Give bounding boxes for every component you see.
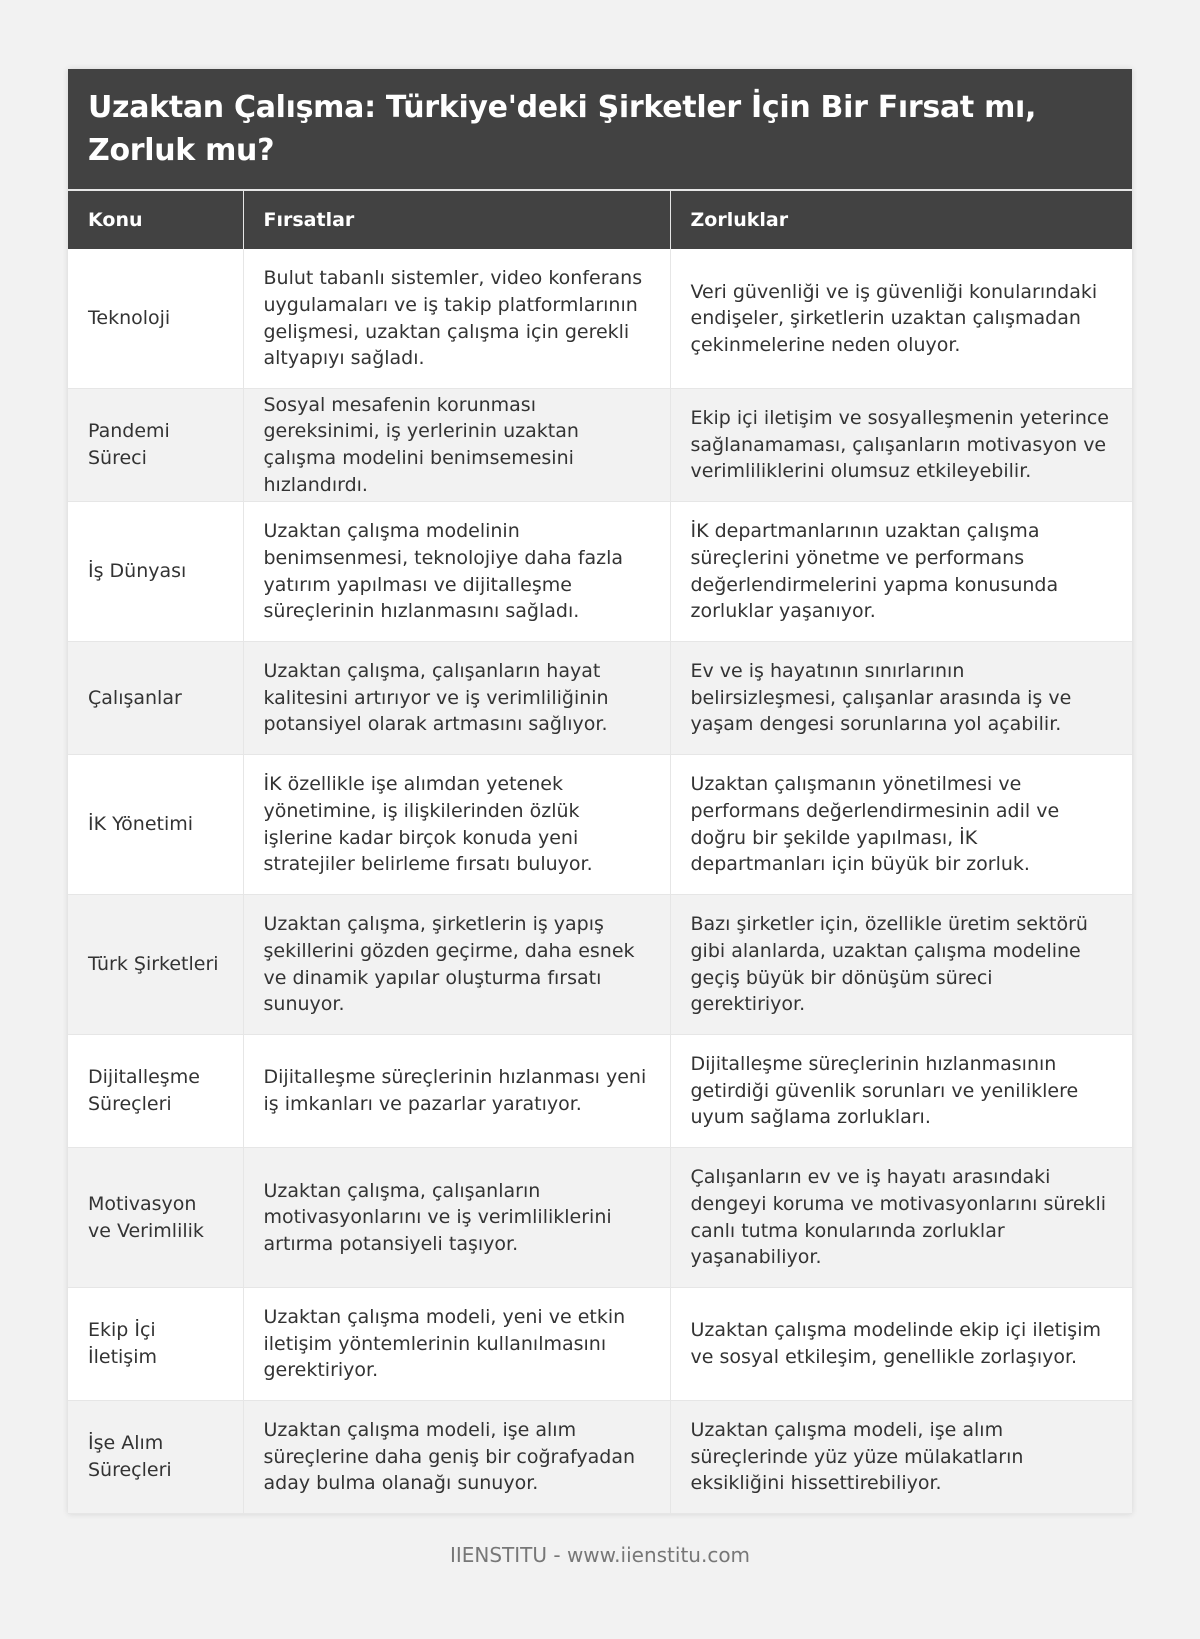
column-header-challenges: Zorluklar — [670, 191, 1132, 249]
challenge-cell: Dijitalleşme süreçlerinin hızlanmasının getirdiği güvenlik sorunları ve yeniliklere uyum sağlama zorlukları. — [670, 1035, 1132, 1148]
title-bar — [68, 69, 1132, 191]
column-header-opportunities: Fırsatlar — [243, 191, 670, 249]
table-row — [68, 389, 1132, 502]
challenge-cell: Ev ve iş hayatının sınırlarının belirsizleşmesi, çalışanlar arasında iş ve yaşam dengesi sorunlarına yol açabilir. — [670, 642, 1132, 755]
challenge-cell: Veri güvenliği ve iş güvenliği konularındaki endişeler, şirketlerin uzaktan çalışmadan çekinmelerine neden oluyor. — [670, 249, 1132, 389]
table-row — [68, 249, 1132, 389]
table-row — [68, 1148, 1132, 1288]
topic-cell: Türk Şirketleri — [68, 895, 243, 1035]
table-row — [68, 1401, 1132, 1514]
challenge-cell: Bazı şirketler için, özellikle üretim sektörü gibi alanlarda, uzaktan çalışma modeline geçiş büyük bir dönüşüm süreci gerektiriyor. — [670, 895, 1132, 1035]
topic-cell: Dijitalleşme Süreçleri — [68, 1035, 243, 1148]
topic-cell: Ekip İçi İletişim — [68, 1288, 243, 1401]
opportunity-cell: Uzaktan çalışma, çalışanların hayat kalitesini artırıyor ve iş verimliliğinin potansiyel olarak artmasını sağlıyor. — [243, 642, 670, 755]
footer-credit: IIENSTITU - www.iienstitu.com — [449, 1543, 751, 1567]
topic-cell: İK Yönetimi — [68, 755, 243, 895]
topic-cell: Çalışanlar — [68, 642, 243, 755]
challenge-cell: Uzaktan çalışma modeli, işe alım süreçlerinde yüz yüze mülakatların eksikliğini hissettirebiliyor. — [670, 1401, 1132, 1514]
table-row — [68, 755, 1132, 895]
column-header-topic: Konu — [68, 191, 243, 249]
challenge-cell: Çalışanların ev ve iş hayatı arasındaki dengeyi koruma ve motivasyonlarını sürekli canlı tutma konularında zorluklar yaşanabiliyor. — [670, 1148, 1132, 1288]
table-row — [68, 895, 1132, 1035]
table-row — [68, 642, 1132, 755]
opportunity-cell: İK özellikle işe alımdan yetenek yönetimine, iş ilişkilerinden özlük işlerine kadar birçok konuda yeni stratejiler belirleme fırsatı buluyor. — [243, 755, 670, 895]
table-header — [68, 191, 1132, 249]
opportunity-cell: Uzaktan çalışma, şirketlerin iş yapış şekillerini gözden geçirme, daha esnek ve dinamik yapılar oluşturma fırsatı sunuyor. — [243, 895, 670, 1035]
table-row — [68, 1288, 1132, 1401]
data-table — [68, 191, 1132, 1514]
page-title: Uzaktan Çalışma: Türkiye'deki Şirketler İçin Bir Fırsat mı, Zorluk mu? — [88, 90, 1037, 168]
opportunity-cell: Uzaktan çalışma modelinin benimsenmesi, teknolojiye daha fazla yatırım yapılması ve dijitalleşme süreçlerinin hızlanmasını sağladı. — [243, 502, 670, 642]
challenge-cell: Ekip içi iletişim ve sosyalleşmenin yeterince sağlanamaması, çalışanların motivasyon ve verimliliklerini olumsuz etkileyebilir. — [670, 389, 1132, 502]
challenge-cell: İK departmanlarının uzaktan çalışma süreçlerini yönetme ve performans değerlendirmelerini yapma konusunda zorluklar yaşanıyor. — [670, 502, 1132, 642]
topic-cell: Motivasyon ve Verimlilik — [68, 1148, 243, 1288]
topic-cell: Teknoloji — [68, 249, 243, 389]
opportunity-cell: Uzaktan çalışma, çalışanların motivasyonlarını ve iş verimliliklerini artırma potansiyeli taşıyor. — [243, 1148, 670, 1288]
challenge-cell: Uzaktan çalışmanın yönetilmesi ve performans değerlendirmesinin adil ve doğru bir şekilde yapılması, İK departmanları için büyük bir zorluk. — [670, 755, 1132, 895]
topic-cell: İşe Alım Süreçleri — [68, 1401, 243, 1514]
opportunity-cell: Bulut tabanlı sistemler, video konferans uygulamaları ve iş takip platformlarının gelişmesi, uzaktan çalışma için gerekli altyapıyı sağladı. — [243, 249, 670, 389]
topic-cell: Pandemi Süreci — [68, 389, 243, 502]
opportunity-cell: Dijitalleşme süreçlerinin hızlanması yeni iş imkanları ve pazarlar yaratıyor. — [243, 1035, 670, 1148]
table-row — [68, 502, 1132, 642]
topic-cell: İş Dünyası — [68, 502, 243, 642]
table-row — [68, 1035, 1132, 1148]
opportunity-cell: Sosyal mesafenin korunması gereksinimi, iş yerlerinin uzaktan çalışma modelini benimsemesini hızlandırdı. — [243, 389, 670, 502]
challenge-cell: Uzaktan çalışma modelinde ekip içi iletişim ve sosyal etkileşim, genellikle zorlaşıyor. — [670, 1288, 1132, 1401]
opportunity-cell: Uzaktan çalışma modeli, işe alım süreçlerine daha geniş bir coğrafyadan aday bulma olanağı sunuyor. — [243, 1401, 670, 1514]
opportunity-cell: Uzaktan çalışma modeli, yeni ve etkin iletişim yöntemlerinin kullanılmasını gerektiriyor. — [243, 1288, 670, 1401]
table-card — [68, 69, 1132, 1514]
